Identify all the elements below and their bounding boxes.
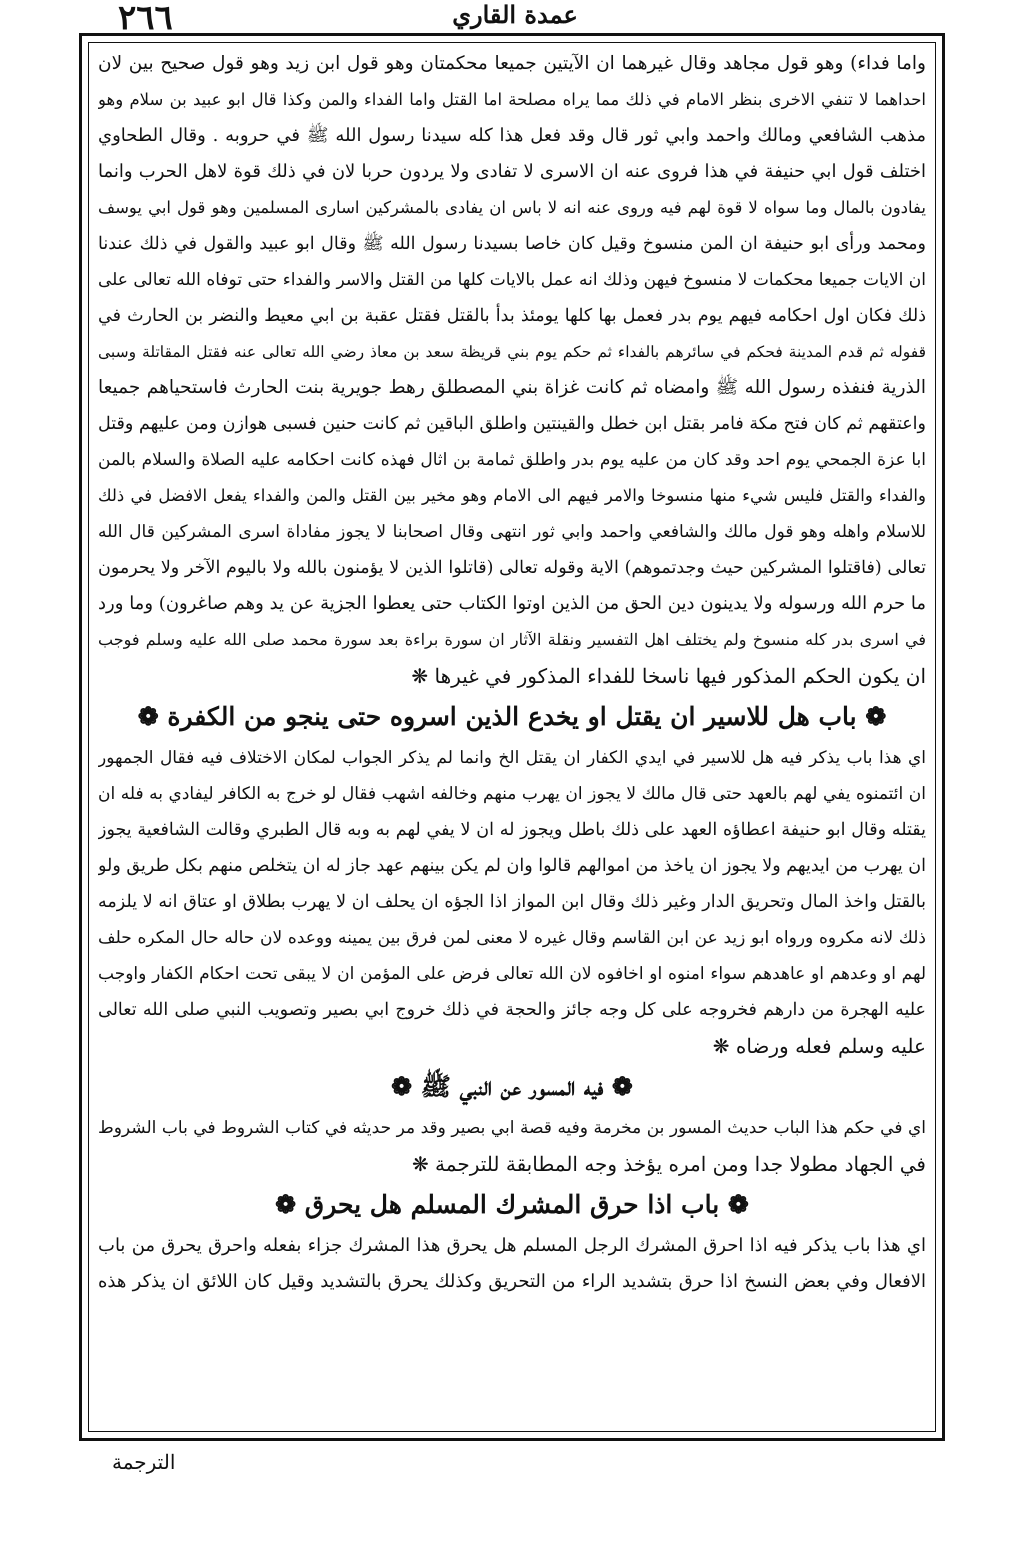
text-line: ومحمد ورأى ابو حنيفة ان المن منسوخ وقيل كان خاصا بسيدنا رسول الله ﷺ وقال ابو عبيد والقول في ذلك عندنا xyxy=(98,234,926,254)
paragraph-block-1 xyxy=(98,46,926,694)
text-line: عليه الهجرة من دارهم فخروجه على كل وجه جائز والحجة في ذلك خروج ابي بصير وتصويب النبي صلى الله تعالى xyxy=(98,1000,926,1020)
text-line: يفادون بالمال وما سواه لا قوة لهم فيه وروى عنه انه لا باس ان يفادى بالمشركين اسارى المسلمين وهو قول ابي يوسف xyxy=(98,198,926,217)
text-line: اي هذا باب يذكر فيه هل للاسير في ايدي الكفار ان يقتل الخ وانما لم يذكر الجواب لمكان الاختلاف فيه فقال الجمهور xyxy=(98,748,926,768)
text-line: احداهما لا تنفي الاخرى بنظر الامام في ذلك مما يراه مصلحة اما القتل واما الفداء والمن وكذا قال ابو عبيد بن سلام وهو xyxy=(98,90,926,109)
text-line: للاسلام واهله وهو قول مالك والشافعي واحمد وابي ثور انتهى وقال اصحابنا لا يجوز مفاداة اسرى المشركين قال الله xyxy=(98,522,926,542)
running-title: عمدة القاري xyxy=(452,0,578,29)
chapter-heading: ❁ باب اذا حرق المشرك المسلم هل يحرق ❁ xyxy=(275,1190,749,1219)
text-line: ان ائتمنوه يفي لهم بالعهد حتى قال مالك لا يجوز ان يهرب منهم وخالفه اشهب فقال لو خرج به الكافر ليفادي به فله ان xyxy=(98,784,926,804)
text-line: ان الايات جميعا محكمات لا منسوخ فيهن وذلك انه عمل بالايات كلها من القتل والاسر والفداء حتى توفاه الله تعالى على xyxy=(98,270,926,290)
page-body xyxy=(98,46,926,1426)
text-line: يقتله وقال ابو حنيفة اعطاؤه العهد على ذلك باطل ويجوز له ان لا يفي لهم به وبه قال الطبري وقالت الشافعية يجوز xyxy=(98,820,926,840)
text-line: ذلك لانه مكروه ورواه ابو زيد عن ابن القاسم وقال غيره لا معنى لمن فرق بين يمينه ووعده لان حاله حال المكره حلف xyxy=(98,928,926,948)
paragraph-block-4 xyxy=(98,1228,926,1300)
page-number: ٢٦٦ xyxy=(118,0,173,38)
text-line: قفوله ثم قدم المدينة فحكم في سائرهم بالفداء ثم حكم يوم بني قريظة سعد بن معاذ رضي الله تعالى عنه فقتل المقاتلة وسبى xyxy=(98,343,926,361)
paragraph-block-2 xyxy=(98,740,926,1064)
text-line: واما فداء) وهو قول مجاهد وقال غيرهما ان الآيتين جميعا محكمتان وهو قول ابن زيد وهو قول صحيح بين لان xyxy=(98,53,926,74)
text-line: اي في حكم هذا الباب حديث المسور بن مخرمة وفيه قصة ابي بصير وقد مر حديثه في كتاب الشروط في باب الشروط xyxy=(98,1118,926,1138)
text-line: بالقتل واخذ المال وتحريق الدار وغير ذلك وقال ابن المواز اذا الجؤه ان يحلف ان لا يهرب بطلاق او عتاق انه لا يلزمه xyxy=(98,892,926,912)
text-line: ان يهرب من ايديهم ولا يجوز ان ياخذ من اموالهم قالوا وان لم يكن بينهم عهد جاز له ان يتخلص منهم بكل طريق ولو xyxy=(98,856,926,876)
text-line: عليه وسلم فعله ورضاه ❋ xyxy=(712,1034,926,1058)
chapter-heading: ❁ باب هل للاسير ان يقتل او يخدع الذين اسروه حتى ينجو من الكفرة ❁ xyxy=(137,702,887,731)
text-line: لهم او وعدهم او عاهدهم سواء امنوه او اخافوه لان الله تعالى فرض على المؤمن ان لا يبقى تحت احكام الكفار واوجب xyxy=(98,964,926,984)
text-line: ابا عزة الجمحي يوم احد وقد كان من عليه يوم بدر واطلق ثمامة بن اثال فهذه كانت احكامه عليه الصلاة والسلام بالمن xyxy=(98,450,926,470)
text-line: واعتقهم ثم كان فتح مكة فامر بقتل ابن خطل والقينتين واطلق الباقين ثم كانت حنين فسبى هوازن ومن عليهم وقتل xyxy=(98,414,926,434)
paragraph-block-3 xyxy=(98,1110,926,1182)
text-line: في الجهاد مطولا جدا ومن امره يؤخذ وجه المطابقة للترجمة ❋ xyxy=(411,1152,926,1176)
text-line: مذهب الشافعي ومالك واحمد وابي ثور قال وقد فعل هذا كله سيدنا رسول الله ﷺ في حروبه . وقال الطحاوي xyxy=(98,125,926,146)
text-line: الافعال وفي بعض النسخ اذا حرق بتشديد الراء من التحريق وكذلك يحرق بالتشديد وقيل كان اللائق ان يذكر هذه xyxy=(98,1271,926,1292)
text-line: ما حرم الله ورسوله ولا يدينون دين الحق من الذين اوتوا الكتاب حتى يعطوا الجزية عن يد وهم صاغرون) وما ورد xyxy=(98,593,926,614)
text-line: اختلف قول ابي حنيفة في هذا فروى عنه ان الاسرى لا تفادى ولا يردون حربا لان في ذلك قوة لاهل الحرب وانما xyxy=(98,161,926,182)
text-line: ان يكون الحكم المذكور فيها ناسخا للفداء المذكور في غيرها ❋ xyxy=(411,664,926,688)
text-line: اي هذا باب يذكر فيه اذا احرق المشرك الرجل المسلم هل يحرق هذا المشرك جزاء بفعله واحرق يحرق من باب xyxy=(98,1235,926,1256)
catchword: الترجمة xyxy=(112,1450,176,1474)
text-line: ذلك فكان اول احكامه فيهم يوم بدر فعمل بها كلها يومئذ بدأ بالقتل فقتل عقبة بن ابي معيط والنضر بن الحارث في xyxy=(98,306,926,326)
chapter-heading: ❁ فيه المسور عن النبي ﷺ ❁ xyxy=(391,1072,633,1101)
text-line: والفداء والقتل فليس شيء منها منسوخا والامر فيهم الى الامام وهو مخير بين القتل والمن والفداء يفعل الافضل في ذلك xyxy=(98,486,926,505)
text-line: في اسرى بدر كله منسوخ ولم يختلف اهل التفسير ونقلة الآثار ان سورة براءة بعد سورة محمد صلى الله عليه وسلم فوجب xyxy=(98,630,926,649)
text-line: الذرية فنفذه رسول الله ﷺ وامضاه ثم كانت غزاة بني المصطلق رهط جويرية بنت الحارث فاستحياهم جميعا xyxy=(98,377,926,398)
text-line: تعالى (فاقتلوا المشركين حيث وجدتموهم) الاية وقوله تعالى (قاتلوا الذين لا يؤمنون بالله ولا باليوم الآخر ولا يحرمون xyxy=(98,558,926,578)
